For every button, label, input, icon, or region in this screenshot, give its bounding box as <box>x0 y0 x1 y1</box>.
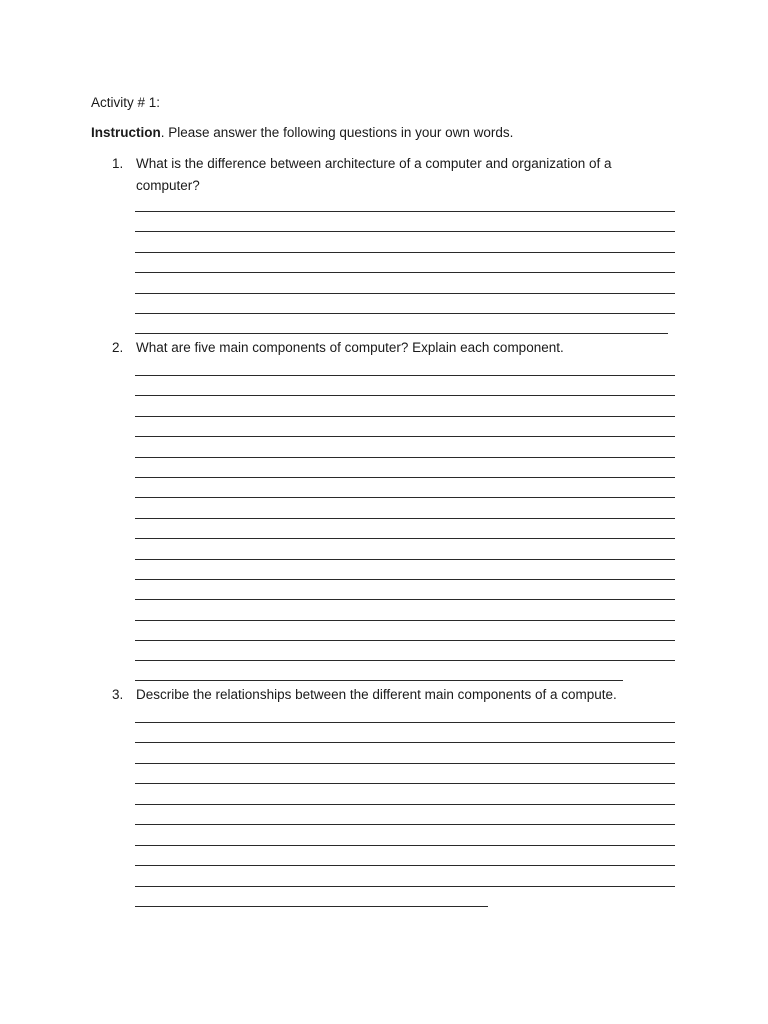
question-number: 1. <box>112 156 124 171</box>
question-text: Describe the relationships between the different main components of a compute. <box>136 687 617 702</box>
answer-line[interactable] <box>135 477 675 478</box>
answer-line[interactable] <box>135 886 675 887</box>
question-2 <box>112 337 652 359</box>
answer-line[interactable] <box>135 804 675 805</box>
answer-line[interactable] <box>135 865 675 866</box>
question-text: What is the difference between architecture of a computer and organization of a computer? <box>136 156 612 193</box>
question-number: 3. <box>112 687 124 702</box>
answer-line[interactable] <box>135 620 675 621</box>
answer-line[interactable] <box>135 293 675 294</box>
answer-line[interactable] <box>135 436 675 437</box>
question-3 <box>112 684 652 706</box>
answer-line[interactable] <box>135 579 675 580</box>
answer-line[interactable] <box>135 559 675 560</box>
answer-line[interactable] <box>135 538 675 539</box>
answer-line[interactable] <box>135 272 675 273</box>
instruction-text: . Please answer the following questions in your own words. <box>160 125 514 140</box>
answer-line[interactable] <box>135 599 675 600</box>
answer-line[interactable] <box>135 231 675 232</box>
answer-line[interactable] <box>135 395 675 396</box>
question-text: What are five main components of computer? Explain each component. <box>136 340 564 355</box>
answer-line[interactable] <box>135 906 488 907</box>
answer-line[interactable] <box>135 660 675 661</box>
answer-line[interactable] <box>135 680 623 681</box>
answer-line[interactable] <box>135 416 675 417</box>
activity-title: Activity # 1: <box>91 95 161 110</box>
answer-line[interactable] <box>135 457 675 458</box>
answer-line[interactable] <box>135 824 675 825</box>
answer-line[interactable] <box>135 375 675 376</box>
answer-line[interactable] <box>135 763 675 764</box>
answer-line[interactable] <box>135 252 675 253</box>
answer-line[interactable] <box>135 640 675 641</box>
answer-line[interactable] <box>135 783 675 784</box>
answer-line[interactable] <box>135 518 675 519</box>
answer-line[interactable] <box>135 845 675 846</box>
answer-line[interactable] <box>135 333 668 334</box>
answer-line[interactable] <box>135 742 675 743</box>
answer-line[interactable] <box>135 497 675 498</box>
answer-line[interactable] <box>135 313 675 314</box>
question-1 <box>112 153 652 197</box>
instruction-label: Instruction <box>91 125 161 140</box>
instruction-line <box>91 124 513 142</box>
answer-line[interactable] <box>135 211 675 212</box>
question-number: 2. <box>112 340 124 355</box>
answer-line[interactable] <box>135 722 675 723</box>
